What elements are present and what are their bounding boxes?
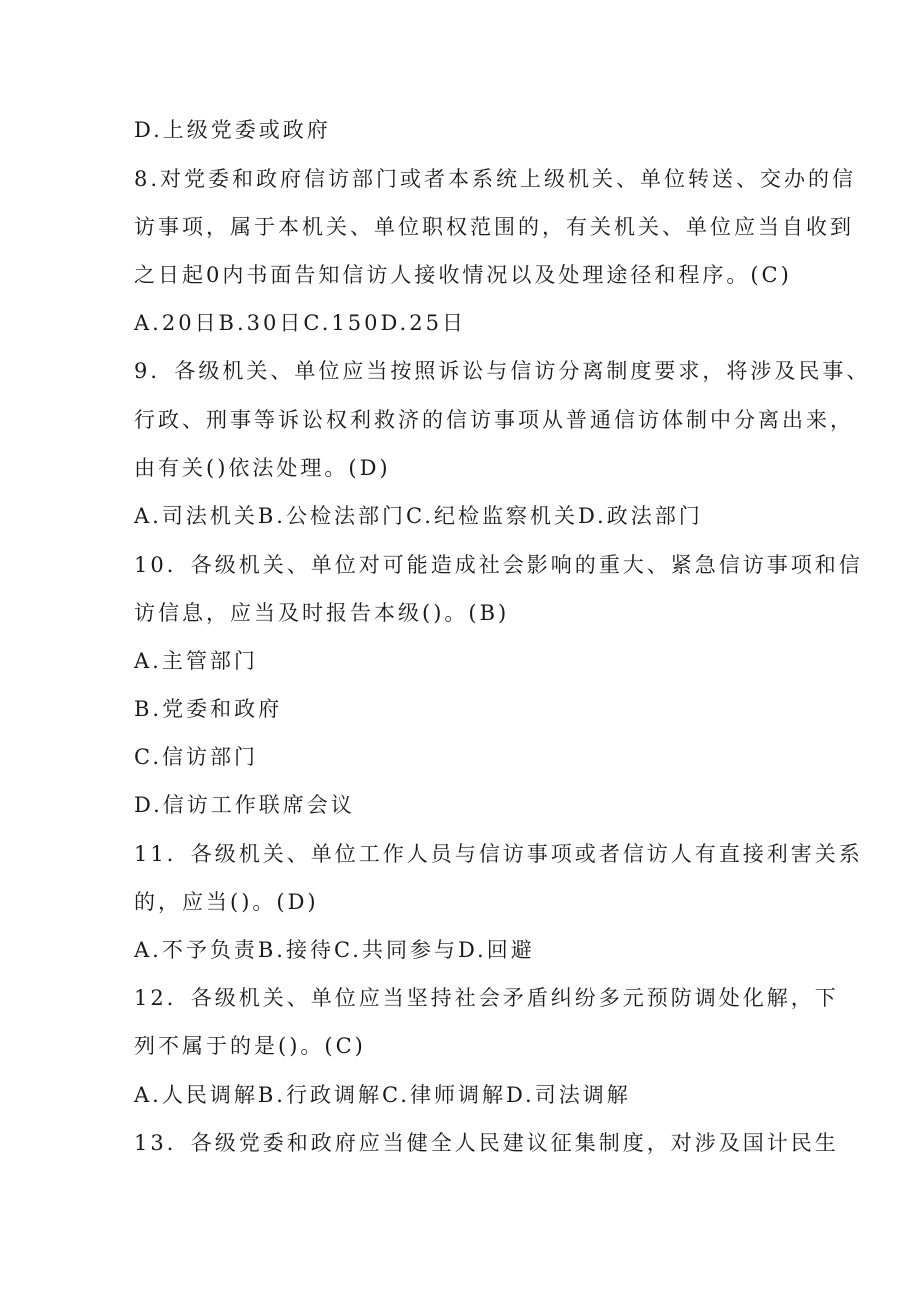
options-q11: A.不予负责B.接待C.共同参与D.回避 bbox=[134, 938, 535, 962]
question-9-line-3: 由有关()依法处理。(D) bbox=[134, 456, 391, 480]
question-9-line-2: 行政、刑事等诉讼权利救济的信访事项从普通信访体制中分离出来， bbox=[134, 408, 854, 432]
option-c-q10: C.信访部门 bbox=[134, 745, 258, 769]
option-d-q10: D.信访工作联席会议 bbox=[134, 793, 355, 817]
options-q12: A.人民调解B.行政调解C.律师调解D.司法调解 bbox=[134, 1083, 631, 1107]
question-8-line-1: 8.对党委和政府信访部门或者本系统上级机关、单位转送、交办的信 bbox=[134, 167, 857, 191]
question-10-line-2: 访信息，应当及时报告本级()。(B) bbox=[134, 601, 510, 625]
option-a-q10: A.主管部门 bbox=[134, 649, 258, 673]
question-8-line-2: 访事项，属于本机关、单位职权范围的，有关机关、单位应当自收到 bbox=[134, 215, 854, 239]
options-q9: A.司法机关B.公检法部门C.纪检监察机关D.政法部门 bbox=[134, 504, 703, 528]
options-q8: A.20日B.30日C.150D.25日 bbox=[134, 311, 466, 335]
question-8-line-3: 之日起0内书面告知信访人接收情况以及处理途径和程序。(C) bbox=[134, 263, 792, 287]
option-d-q7: D.上级党委或政府 bbox=[134, 118, 331, 142]
question-12-line-2: 列不属于的是()。(C) bbox=[134, 1034, 366, 1058]
question-11-line-2: 的，应当()。(D) bbox=[134, 890, 319, 914]
option-b-q10: B.党委和政府 bbox=[134, 697, 283, 721]
question-10-line-1: 10．各级机关、单位对可能造成社会影响的重大、紧急信访事项和信 bbox=[134, 553, 863, 577]
question-12-line-1: 12．各级机关、单位应当坚持社会矛盾纠纷多元预防调处化解，下 bbox=[134, 986, 839, 1010]
question-11-line-1: 11．各级机关、单位工作人员与信访事项或者信访人有直接利害关系 bbox=[134, 842, 863, 866]
question-13-line-1: 13．各级党委和政府应当健全人民建议征集制度，对涉及国计民生 bbox=[134, 1131, 839, 1155]
question-9-line-1: 9．各级机关、单位应当按照诉讼与信访分离制度要求，将涉及民事、 bbox=[134, 359, 871, 383]
